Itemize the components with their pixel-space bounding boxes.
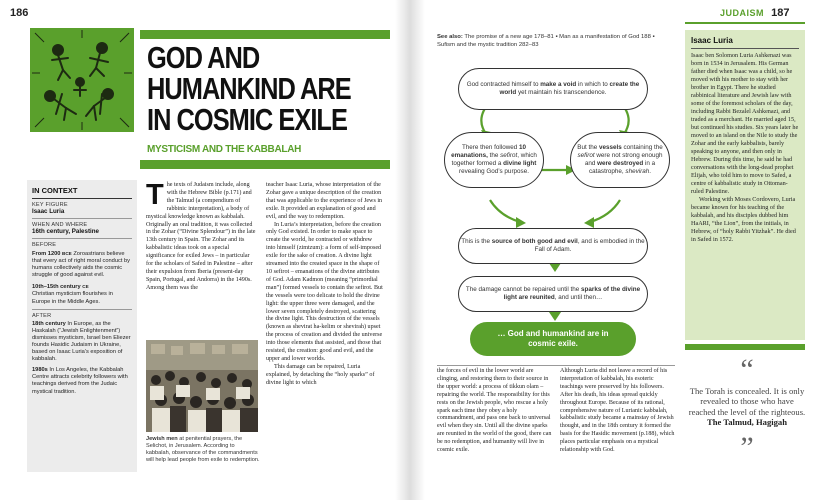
after-label: AFTER — [32, 312, 52, 319]
body-column-4 — [560, 368, 677, 455]
flow-node-good-evil — [458, 228, 648, 264]
section-header — [720, 7, 789, 19]
page-number-right: 187 — [771, 7, 790, 19]
body-paragraph: the forces of evil in the lower world are clinging, and restoring them to their source in the upper world: a process of tikkun olam – repairing the world. The responsibility for this rests on the Jewish people, who rescue a holy spark each time they obey a holy commandment, and pass one back to universal evil when they sin. Until all the divine sparks are reunited in the world of the good, there can be no redemption, and humanity will live in cosmic exile. — [437, 368, 552, 454]
page-number-left: 186 — [10, 7, 29, 19]
node-text-strong: vessels — [598, 144, 622, 151]
key-figure-label: KEY FIGURE — [32, 202, 68, 208]
node-text: God contracted himself to — [466, 81, 541, 88]
flow-node-conclusion — [470, 322, 636, 356]
quote-text: The Torah is concealed. It is only revealed to those who have reached the level of the righteous. — [688, 386, 806, 417]
after-item-2-text: In Los Angeles, the Kabbalah Centre attracts celebrity followers with teachings derived from the Judaic mystical tradition. — [32, 367, 128, 395]
before-item-2-date: 10th–15th century — [32, 284, 81, 291]
close-quote-icon: ” — [740, 431, 754, 465]
node-text: , and until then… — [554, 294, 603, 301]
photo-caption — [146, 436, 260, 464]
section-label: JUDAISM — [720, 8, 765, 18]
pull-quote — [688, 353, 806, 465]
node-text: , and is embodied in the Fall of Adam. — [534, 238, 645, 253]
cosmic-figures-icon — [30, 28, 134, 132]
before-item-2-era: CE — [82, 284, 89, 290]
bio-title-rule — [691, 48, 799, 49]
before-item-2 — [32, 283, 132, 305]
subheading: MYSTICISM AND THE KABBALAH — [147, 144, 302, 155]
body-paragraph: In Luria’s interpretation, before the creation only God existed. In order to make space to create the world, he contracted or withdrew into himself (zimtzum): a form of self-imposed exile for the sake of creation. A divine light streamed into the created space in the shape of 10 sefirot – emanations of the divine attributes of God. Adam Kadmon (meaning “primordial man”) formed vessels to contain the sefirot. But the vessels were too delicate to hold the divine light: the upper three were damaged, and the lower seven completely destroyed, scattering the divine light. This destruction of the vessels (known as shevirat ha-kelim or shevirah) upset the process of creation and divided the universe into those elements that assisted, and those that resisted, the creation: good and evil, and the upper and lower worlds. — [266, 221, 383, 362]
caption-text: at penitential prayers, the Selichot, in Jerusalem. According to kabbalah, observance of the commandments will help lead people from exile to redemption. — [146, 436, 260, 463]
node-text: in which to — [576, 81, 610, 88]
headline-line-2: HUMANKIND ARE — [147, 71, 351, 106]
node-text: the — [487, 152, 501, 159]
node-text-italic: sefirot — [577, 152, 595, 159]
headline-line-3: IN COSMIC EXILE — [147, 102, 347, 137]
divider — [32, 198, 132, 199]
node-text: There then followed — [461, 144, 520, 151]
node-text: revealing God’s purpose. — [459, 168, 529, 175]
see-also-label: See also: — [437, 34, 463, 40]
header-rule — [685, 22, 805, 24]
page-title — [147, 42, 352, 135]
flow-node-emanations — [444, 132, 544, 188]
flow-node-contraction — [458, 68, 648, 110]
node-text: , which together formed a — [451, 152, 537, 167]
node-text: were not strong enough and — [584, 152, 663, 167]
headline-line-1: GOD AND — [147, 40, 260, 75]
see-also-text: The promise of a new age 178–81 ▪ Man as a manifestation of God 188 ▪ Sufism and the mystic tradition 282–83 — [437, 34, 655, 48]
photo-prayer-crowd — [146, 340, 258, 432]
after-item-1 — [32, 321, 132, 364]
before-item-1 — [32, 250, 132, 279]
key-figure-value: Isaac Luria — [32, 208, 65, 215]
node-text-strong: divine light — [503, 160, 537, 167]
conclusion-text: … God and humankind are in cosmic exile. — [497, 329, 609, 348]
divider — [32, 309, 132, 310]
body-paragraph: teacher Isaac Luria, whose interpretation of the Zohar gave a unique description of the creation that was applicable to the experience of Jews in exile. It provided an explanation of good and evil, and the way to redemption. — [266, 182, 383, 220]
before-item-1-text: Zoroastrians believe that every act of right moral conduct by humans collectively aids the cosmic struggle of good against evil. — [32, 251, 130, 279]
caption-lead: Jewish men — [146, 436, 178, 442]
node-text-strong: make a void — [540, 81, 577, 88]
in-context-title: IN CONTEXT — [32, 186, 78, 195]
node-text: But the — [577, 144, 599, 151]
node-text-italic: sefirot — [500, 152, 518, 159]
bio-paragraph: Working with Moses Cordovero, Luria became known for his teaching of the kabbalah, and his disciples dubbed him HaARI, “the Lion”, from the initials, in Hebrew, of “holy Rabbi Yitzhak”. He died in Safed in 1572. — [691, 196, 796, 243]
node-text: containing the — [621, 144, 663, 151]
body-column-1 — [146, 179, 256, 293]
node-text: This is the — [461, 238, 492, 245]
bio-bottom-rule — [685, 344, 805, 350]
node-text: The damage cannot be repaired until the — [465, 286, 582, 293]
node-text: . — [649, 168, 651, 175]
bio-panel — [685, 30, 805, 340]
after-item-2-date: 1980s — [32, 367, 48, 374]
node-text-strong: 10 emanations, — [451, 144, 527, 159]
flow-node-sparks — [458, 276, 648, 312]
when-where-label: WHEN AND WHERE — [32, 222, 88, 228]
divider — [32, 218, 132, 219]
node-text: in a catastrophe, — [589, 160, 656, 175]
before-item-1-date: From 1200 — [32, 251, 61, 257]
before-item-1-era: BCE — [62, 251, 72, 256]
bio-title: Isaac Luria — [691, 36, 733, 45]
body-column-2 — [266, 182, 383, 388]
node-text-strong: source of both good and evil — [491, 238, 578, 245]
node-text-strong: create the world — [499, 81, 640, 96]
bio-paragraph: Isaac ben Solomon Luria Ashkenazi was born in 1534 in Jerusalem. His German father died when Isaac was a child, so he moved with his mother to stay with her brother in Egypt. There he studied rabbinical literature and Jewish law with some of the foremost scholars of the day, including Rabbi Bezalel Ashkenazi, and traded as a merchant. He married aged 15, but continued his studies. Six years later he moved to an island on the Nile to study the Zohar and the early kabbalists, barely speaking to anyone, and then only in Hebrew. During this time, he said he had conversations with the long-dead prophet Elijah, who told him to move to Safed, a centre of kabbalistic study in Ottoman-ruled Palestine. — [691, 52, 799, 195]
open-quote-icon: “ — [740, 353, 754, 386]
body-column-3 — [437, 368, 552, 455]
in-context-panel — [27, 180, 137, 472]
node-text: yet maintain his transcendence. — [516, 89, 607, 96]
spine — [395, 0, 425, 500]
body-paragraph: This damage can be repaired, Luria explained, by detaching the “holy sparks” of divine light to which — [266, 363, 375, 386]
node-text-strong: were destroyed — [597, 160, 644, 167]
before-label: BEFORE — [32, 242, 57, 248]
after-item-1-text: In Europe, as the Haskalah (“Jewish Enlightenment”) dismisses mysticism, Israel ben Eliezer founds Hasidic Judaism in Ukraine, based on Isaac Luria’s exposition of kabbalah. — [32, 320, 131, 363]
body-paragraph: Although Luria did not leave a record of his interpretation of kabbalah, his esoteric teachings were preserved by his followers. After his death, his ideas spread quickly throughout Europe. Because of its rational, comprehensive nature of Lurianic kabbalah, kabbalistic study became a mainstay of Jewish thought, and in the 18th century it formed the basis for the Hasidic movement (p.188), which places particular emphasis on a mystical relationship with God. — [560, 368, 675, 454]
divider — [32, 238, 132, 239]
before-item-2-text: Christian mysticism flourishes in Europe in the Middle Ages. — [32, 291, 113, 305]
subheading-rule — [140, 160, 390, 169]
divider-rule — [437, 365, 675, 366]
body-paragraph: he texts of Judaism include, along with the Hebrew Bible (p.171) and the Talmud (a compendium of rabbinic interpretation), a body of mystical knowledge known as kabbalah. Originally an oral tradition, it was collected in the Zohar (“Divine Splendour”) in the late 13th century in Spain. The Zohar and its kabbalistic ideas took on a special significance for exiled Jews – in particular for the scholars of Safed in Palestine – after their expulsion from Iberia (present-day Spain, Portugal, and Andorra) in the 1490s. Among them was the — [146, 182, 256, 291]
see-also — [437, 34, 667, 49]
flow-node-vessels — [570, 132, 670, 188]
quote-source: The Talmud, Hagigah — [707, 417, 787, 428]
node-text-strong: sparks of the divine light are reunited — [503, 286, 641, 301]
node-text-italic: shevirah — [625, 168, 650, 175]
drop-cap: T — [146, 179, 164, 211]
after-item-1-date: 18th century — [32, 320, 66, 327]
when-where-value: 16th century, Palestine — [32, 228, 99, 235]
headline-rule — [140, 30, 390, 39]
after-item-2 — [32, 367, 132, 395]
